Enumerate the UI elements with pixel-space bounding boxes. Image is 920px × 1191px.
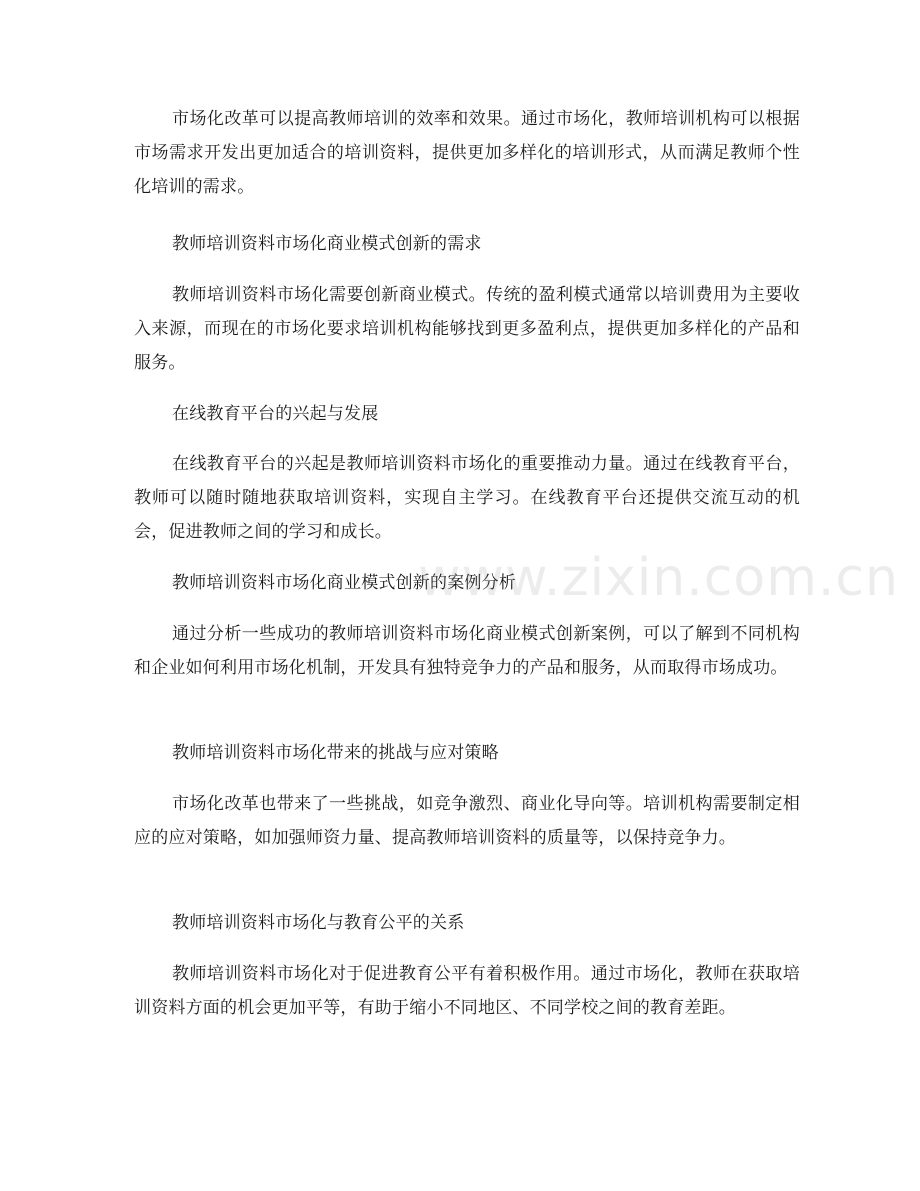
paragraph-education-equity: 教师培训资料市场化对于促进教育公平有着积极作用。通过市场化，教师在获取培训资料方面的机会更加平等，有助于缩小不同地区、不同学校之间的教育差距。 [134,964,800,1018]
watermark: www.zixin.com.cn [418,548,899,608]
heading-business-model-demand: 教师培训资料市场化商业模式创新的需求 [172,234,482,254]
heading-online-platform: 在线教育平台的兴起与发展 [172,404,379,424]
paragraph-online-platform: 在线教育平台的兴起是教师培训资料市场化的重要推动力量。通过在线教育平台，教师可以随时随地获取培训资料，实现自主学习。在线教育平台还提供交流互动的机会，促进教师之间的学习和成长。 [134,454,800,542]
paragraph-challenges: 市场化改革也带来了一些挑战，如竞争激烈、商业化导向等。培训机构需要制定相应的应对策略，如加强师资力量、提高教师培训资料的质量等，以保持竞争力。 [134,794,800,848]
paragraph-case-analysis: 通过分析一些成功的教师培训资料市场化商业模式创新案例，可以了解到不同机构和企业如何利用市场化机制，开发具有独特竞争力的产品和服务，从而取得市场成功。 [134,624,800,678]
paragraph-market-reform: 市场化改革可以提高教师培训的效率和效果。通过市场化，教师培训机构可以根据市场需求开发出更加适合的培训资料，提供更加多样化的培训形式，从而满足教师个性化培训的需求。 [134,109,800,197]
heading-case-analysis: 教师培训资料市场化商业模式创新的案例分析 [172,573,516,593]
heading-challenges: 教师培训资料市场化带来的挑战与应对策略 [172,743,499,763]
paragraph-business-model-demand: 教师培训资料市场化需要创新商业模式。传统的盈利模式通常以培训费用为主要收入来源，而现在的市场化要求培训机构能够找到更多盈利点，提供更加多样化的产品和服务。 [134,285,800,373]
heading-education-equity: 教师培训资料市场化与教育公平的关系 [172,913,465,933]
